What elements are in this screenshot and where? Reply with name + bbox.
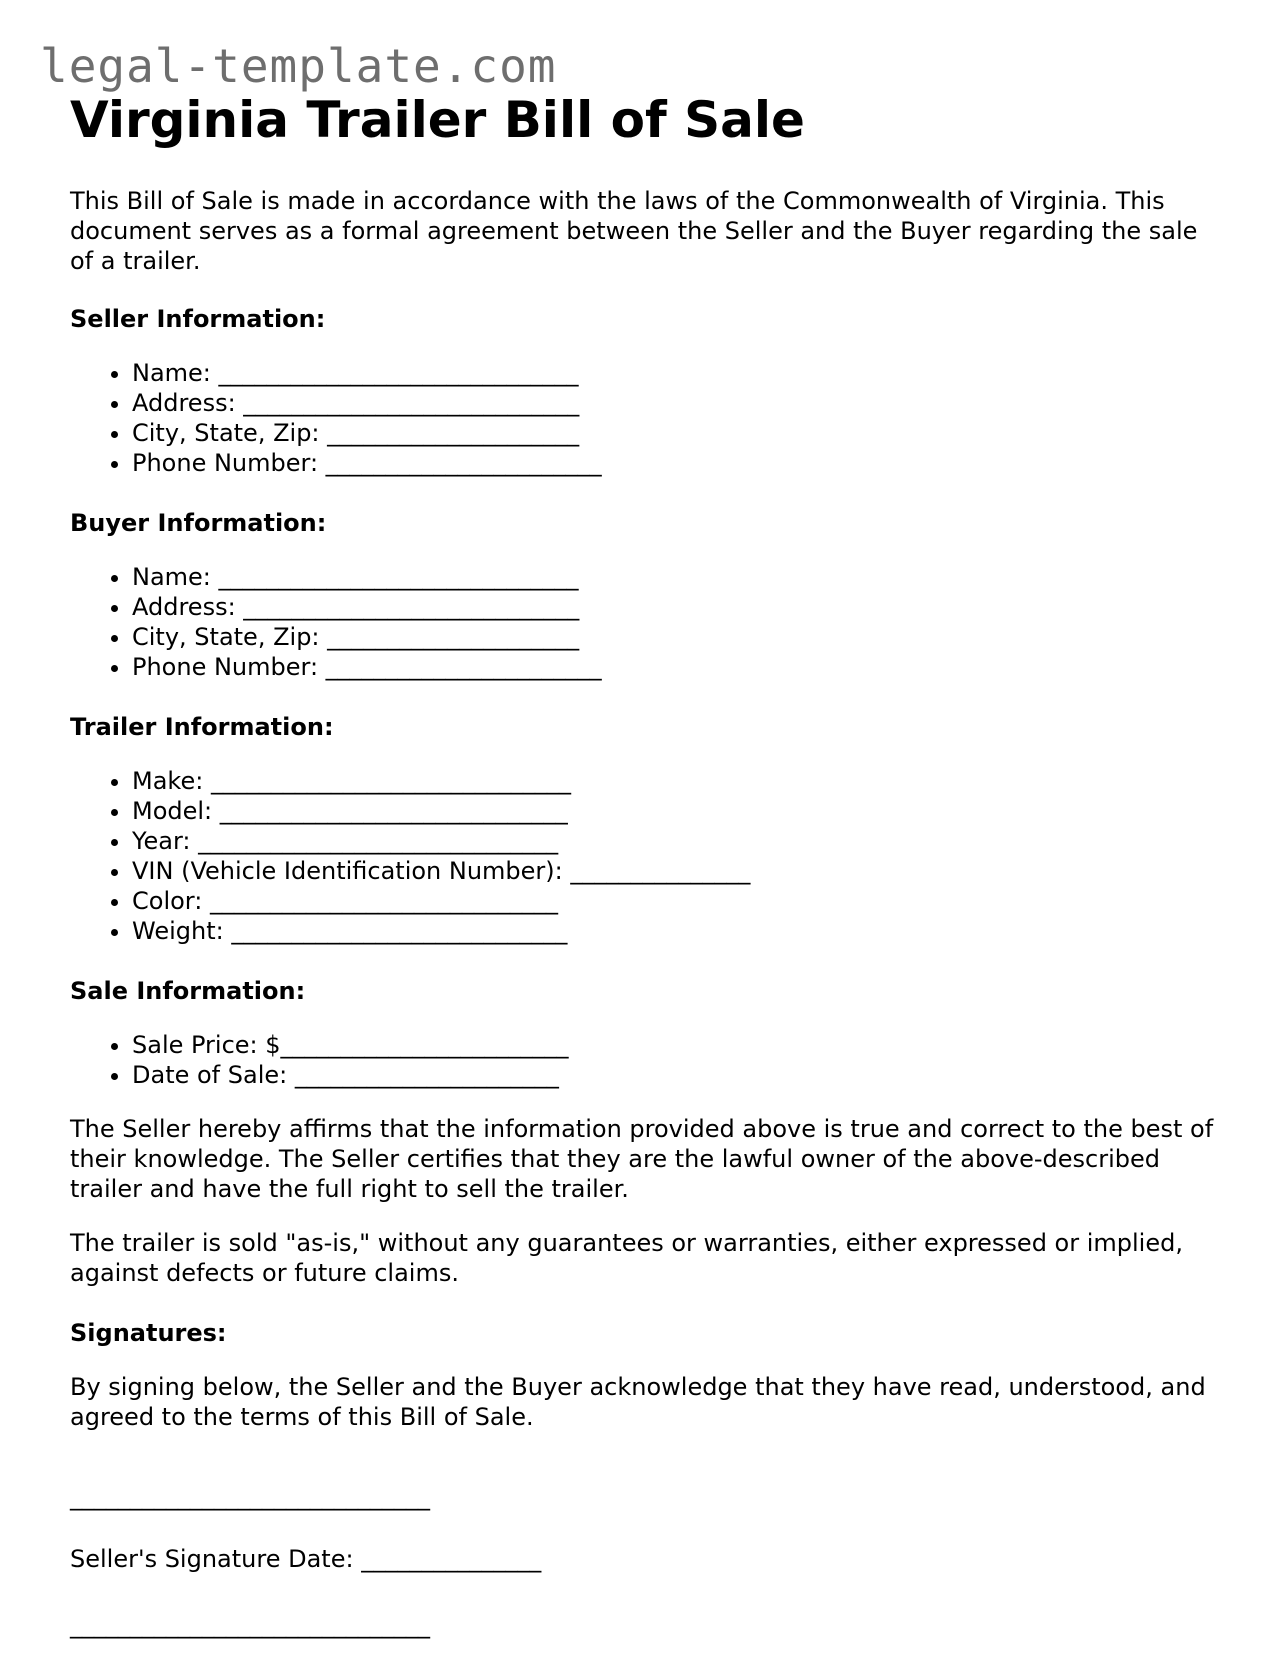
signatures-paragraph: By signing below, the Seller and the Buyer acknowledge that they have read, understood, and agreed to the terms of this Bill of Sale. xyxy=(70,1373,1206,1431)
trailer-year-field: • Year: ______________________________ xyxy=(132,826,1220,856)
signatures-heading: Signatures: xyxy=(70,1319,227,1347)
buyer-signature-line: ______________________________ xyxy=(70,1611,430,1639)
intro-paragraph: This Bill of Sale is made in accordance with the laws of the Commonwealth of Virginia. This document serves as a formal agreement between the Seller and the Buyer regarding the sale of a trailer. xyxy=(70,187,1198,275)
document-body xyxy=(70,90,1220,1640)
buyer-name-field: • Name: ______________________________ xyxy=(132,562,1220,592)
buyer-heading: Buyer Information: xyxy=(70,509,327,537)
trailer-vin-field: • VIN (Vehicle Identification Number): _______________ xyxy=(132,856,1220,886)
buyer-list xyxy=(70,562,1220,682)
trailer-weight-field: • Weight: ____________________________ xyxy=(132,916,1220,946)
buyer-city-state-zip-field: • City, State, Zip: _____________________ xyxy=(132,622,1220,652)
sale-price-field: • Sale Price: $________________________ xyxy=(132,1030,1220,1060)
seller-signature-date-label: Seller's Signature Date: _______________ xyxy=(70,1545,542,1573)
buyer-phone-field: • Phone Number: _______________________ xyxy=(132,652,1220,682)
trailer-color-field: • Color: _____________________________ xyxy=(132,886,1220,916)
seller-address-field: • Address: ____________________________ xyxy=(132,388,1220,418)
as-is-paragraph: The trailer is sold "as-is," without any guarantees or warranties, either expressed or implied, against defects or future claims. xyxy=(70,1229,1183,1287)
seller-signature-line: ______________________________ xyxy=(70,1483,430,1511)
affirmation-paragraph: The Seller hereby affirms that the information provided above is true and correct to the best of their knowledge. The Seller certifies that they are the lawful owner of the above-described trailer and have the full right to sell the trailer. xyxy=(70,1115,1214,1203)
trailer-make-field: • Make: ______________________________ xyxy=(132,766,1220,796)
seller-list xyxy=(70,358,1220,478)
watermark: legal-template.com xyxy=(40,39,557,93)
trailer-list xyxy=(70,766,1220,946)
seller-city-state-zip-field: • City, State, Zip: _____________________ xyxy=(132,418,1220,448)
trailer-heading: Trailer Information: xyxy=(70,713,334,741)
sale-list xyxy=(70,1030,1220,1090)
seller-name-field: • Name: ______________________________ xyxy=(132,358,1220,388)
page-title: Virginia Trailer Bill of Sale xyxy=(70,91,805,149)
seller-phone-field: • Phone Number: _______________________ xyxy=(132,448,1220,478)
trailer-model-field: • Model: _____________________________ xyxy=(132,796,1220,826)
buyer-address-field: • Address: ____________________________ xyxy=(132,592,1220,622)
sale-heading: Sale Information: xyxy=(70,977,306,1005)
seller-heading: Seller Information: xyxy=(70,305,326,333)
sale-date-field: • Date of Sale: ______________________ xyxy=(132,1060,1220,1090)
